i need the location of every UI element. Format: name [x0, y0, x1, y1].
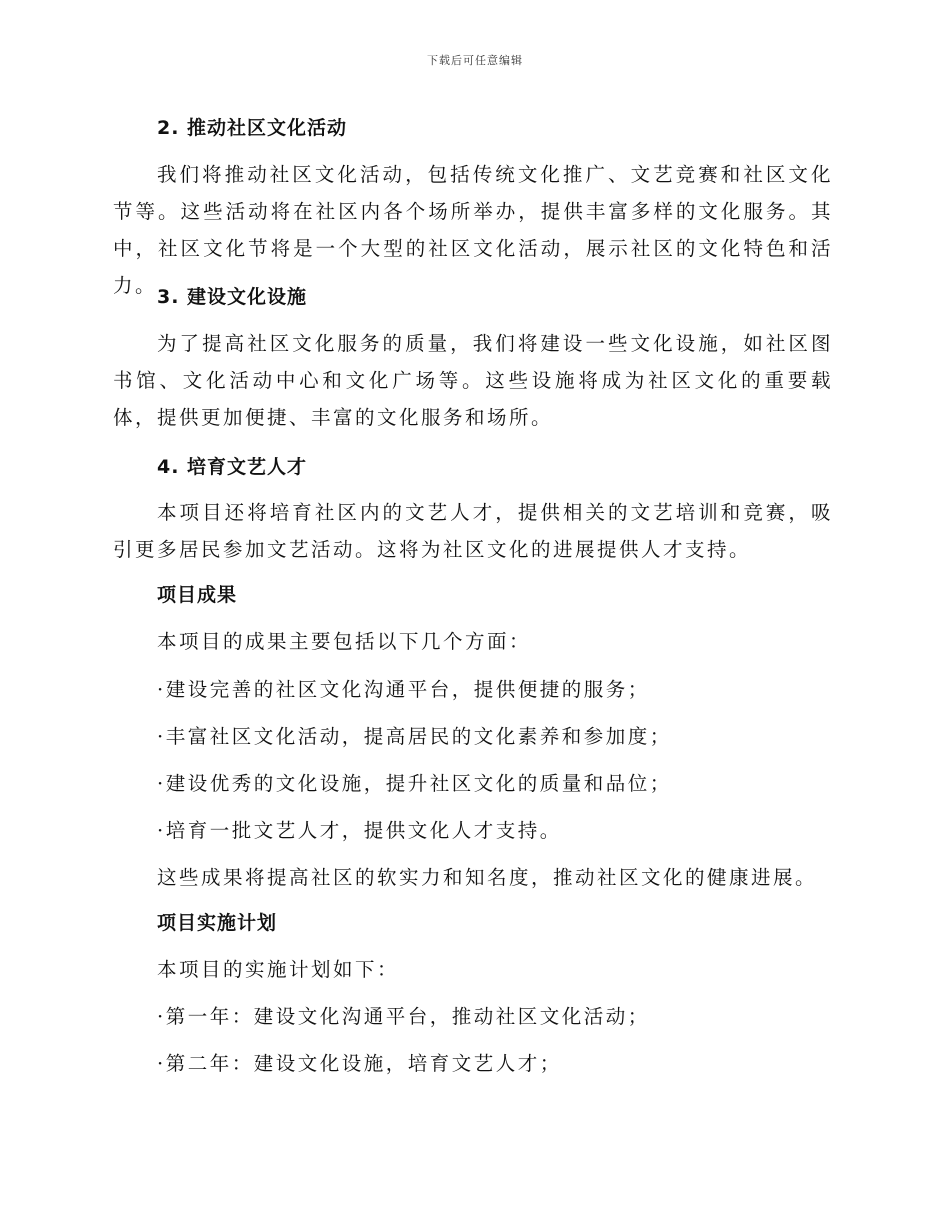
plan-heading — [113, 908, 833, 938]
section-paragraph-4 — [113, 494, 833, 568]
list-item: ·第二年：建设文化设施，培育文艺人才； — [157, 1052, 562, 1075]
section-heading-4 — [113, 452, 833, 482]
paragraph-text: 我们将推动社区文化活动，包括传统文化推广、文艺竞赛和社区文化节等。这些活动将在社区内各个场所举办，提供丰富多样的文化服务。其中，社区文化节将是一个大型的社区文化活动，展示社区的文化特色和活力。 — [113, 163, 833, 297]
section-heading-3 — [113, 282, 833, 312]
plan-intro — [113, 955, 833, 985]
page-header: 下载后可任意编辑 — [427, 54, 523, 67]
results-intro — [113, 627, 833, 657]
list-item: ·培育一批文艺人才，提供文化人才支持。 — [157, 819, 562, 842]
section-heading-text: 项目成果 — [157, 584, 238, 606]
intro-text: 本项目的实施计划如下： — [157, 958, 400, 981]
list-item: ·建设完善的社区文化沟通平台，提供便捷的服务； — [157, 678, 650, 701]
section-heading-text: 2. 推动社区文化活动 — [157, 117, 348, 139]
section-heading-text: 4. 培育文艺人才 — [157, 456, 308, 478]
section-heading-text: 3. 建设文化设施 — [157, 286, 308, 308]
section-paragraph-3 — [113, 325, 833, 436]
list-item: ·建设优秀的文化设施，提升社区文化的质量和品位； — [157, 772, 672, 795]
conclusion-text: 这些成果将提高社区的软实力和知名度，推动社区文化的健康进展。 — [157, 866, 818, 889]
section-heading-2 — [113, 113, 833, 143]
plan-item-2 — [113, 1049, 833, 1079]
section-heading-text: 项目实施计划 — [157, 912, 278, 934]
results-item-4 — [113, 816, 833, 846]
results-heading — [113, 580, 833, 610]
results-item-1 — [113, 675, 833, 705]
paragraph-text: 为了提高社区文化服务的质量，我们将建设一些文化设施，如社区图书馆、文化活动中心和文化广场等。这些设施将成为社区文化的重要载体，提供更加便捷、丰富的文化服务和场所。 — [113, 332, 833, 429]
results-conclusion — [113, 863, 833, 893]
results-item-2 — [113, 722, 833, 752]
list-item: ·丰富社区文化活动，提高居民的文化素养和参加度； — [157, 725, 672, 748]
intro-text: 本项目的成果主要包括以下几个方面： — [157, 630, 532, 653]
plan-item-1 — [113, 1002, 833, 1032]
results-item-3 — [113, 769, 833, 799]
paragraph-text: 本项目还将培育社区内的文艺人才，提供相关的文艺培训和竞赛，吸引更多居民参加文艺活动。这将为社区文化的进展提供人才支持。 — [113, 501, 833, 561]
list-item: ·第一年：建设文化沟通平台，推动社区文化活动； — [157, 1005, 650, 1028]
